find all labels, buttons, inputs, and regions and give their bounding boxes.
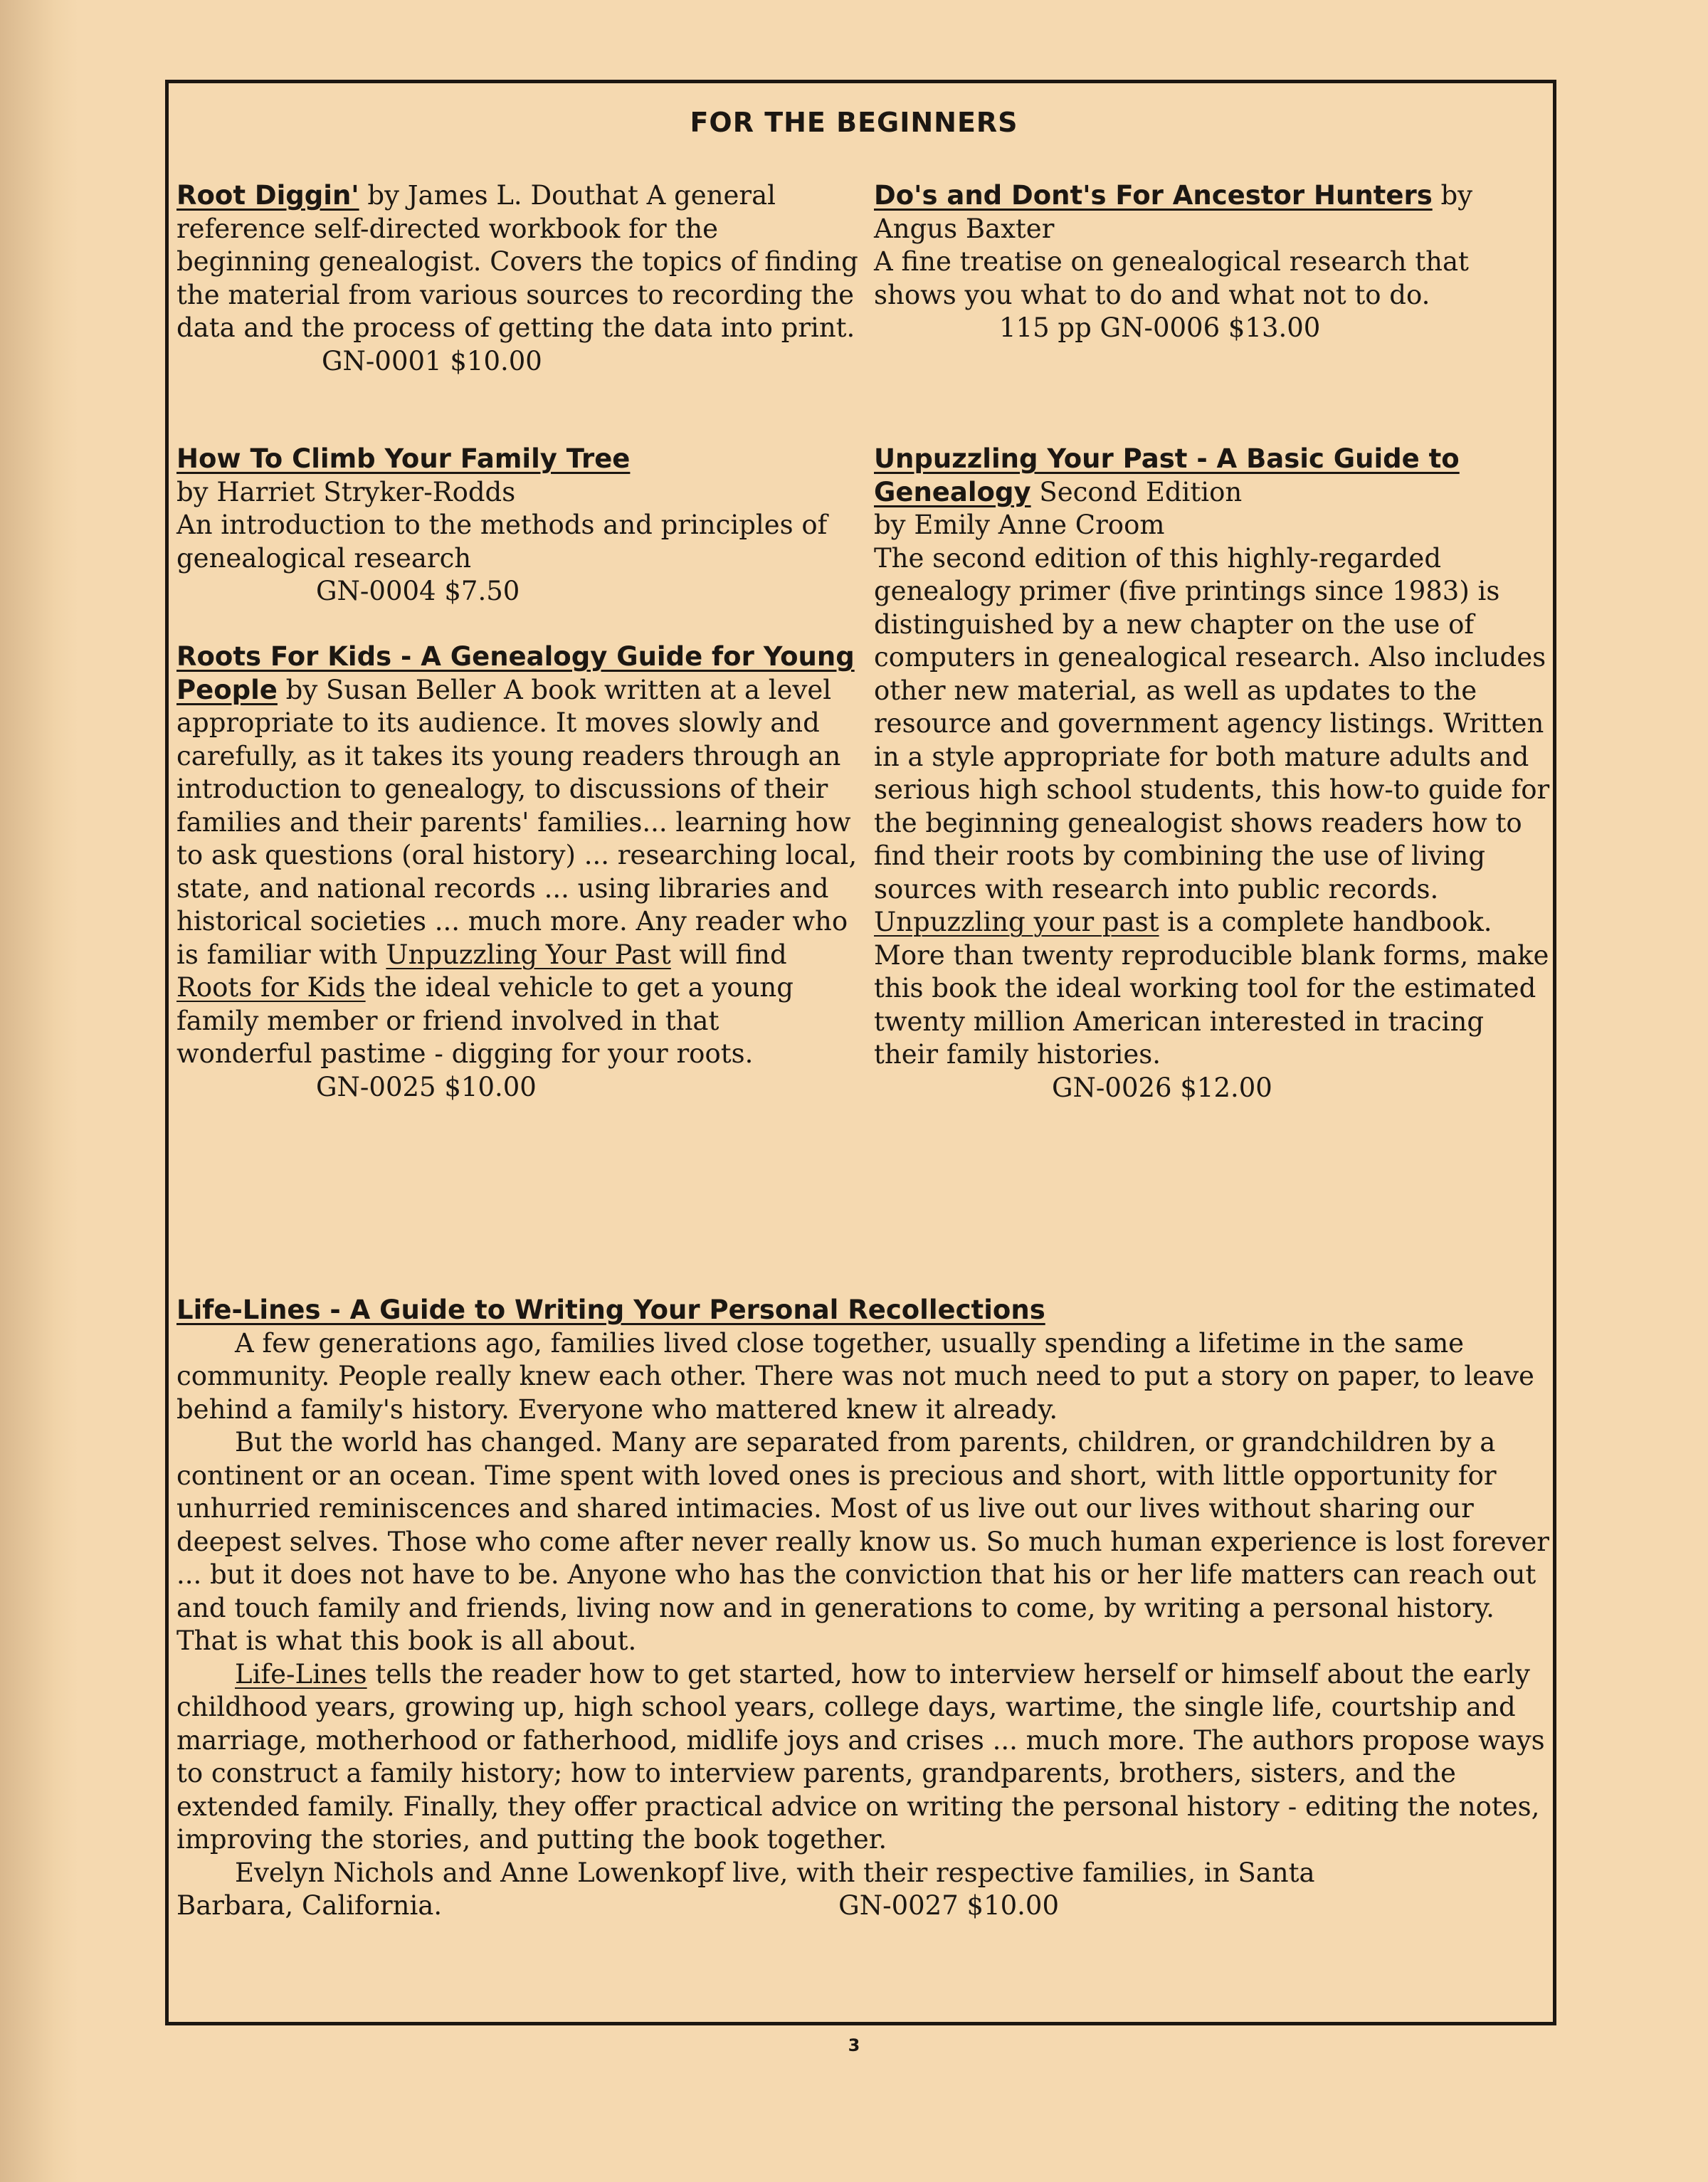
book-description: will find bbox=[679, 939, 787, 970]
book-title: Life-Lines - A Guide to Writing Your Personal Recollections bbox=[176, 1295, 1045, 1325]
page-title: FOR THE BEGINNERS bbox=[690, 107, 1018, 138]
book-reference: Roots for Kids bbox=[176, 972, 366, 1003]
paragraph bbox=[176, 1658, 1550, 1857]
book-byline: by Harriet Stryker-Rodds bbox=[176, 476, 516, 507]
paragraph: A few generations ago, families lived close together, usually spending a lifetime in the same community. People really knew each other. There was not much need to put a story on paper, to leave behind a family's history. Everyone who mattered knew it already. bbox=[176, 1327, 1534, 1425]
paragraph: But the world has changed. Many are separated from parents, children, or grandchildren by a continent or an ocean. Time spent with loved ones is precious and short, with little opportunity for unhurried reminiscences and shared intimacies. Most of us live out our lives without sharing our deepest selves. Those who come after never really know us. So much human experience is lost forever ... but it does not have to be. Anyone who has the conviction that his or her life matters can reach out and touch family and friends, living now and in generations to come, by writing a personal history. That is what this book is all about. bbox=[176, 1427, 1549, 1656]
book-reference: Unpuzzling your past bbox=[874, 907, 1159, 937]
book-reference: Unpuzzling Your Past bbox=[386, 939, 671, 970]
book-entry-ancestor-hunters bbox=[874, 179, 1550, 345]
book-description: the ideal vehicle to get a young family member or friend involved in that wonderful pastime - digging for your roots. bbox=[176, 972, 794, 1069]
paragraph-end: Barbara, California. bbox=[176, 1890, 443, 1921]
book-entry-life-lines bbox=[176, 1294, 1550, 1923]
book-price: 115 pp GN-0006 $13.00 bbox=[999, 312, 1321, 343]
book-price: GN-0001 $10.00 bbox=[322, 345, 542, 376]
book-entry-roots-for-kids bbox=[176, 641, 860, 1104]
book-title: Roots For Kids - A Genealogy Guide for Young People bbox=[176, 641, 855, 705]
book-description: The second edition of this highly-regarded genealogy primer (five printings since 1983) is distinguished by a new chapter on the use of computers in genealogical research. Also includes other new material, as well as updates to the resource and government agency listings. Written in a style appropriate for both mature adults and serious high school students, this how-to guide for the beginning genealogist shows readers how to find their roots by combining the use of living sources with research into public records. bbox=[874, 542, 1550, 905]
paragraph: Evelyn Nichols and Anne Lowenkopf live, with their respective families, in Santa bbox=[235, 1857, 1315, 1888]
book-byline: by bbox=[1440, 180, 1473, 211]
book-title: Root Diggin' bbox=[176, 180, 359, 211]
book-byline: by Susan Beller bbox=[285, 674, 496, 705]
book-byline: by Emily Anne Croom bbox=[874, 510, 1165, 540]
page-number: 3 bbox=[848, 2035, 860, 2055]
book-price: GN-0004 $7.50 bbox=[316, 576, 520, 606]
book-author: Angus Baxter bbox=[874, 213, 1055, 244]
closing-line bbox=[176, 1890, 1059, 1923]
book-entry-unpuzzling-your-past bbox=[874, 443, 1550, 1105]
book-reference: Life-Lines bbox=[235, 1658, 367, 1690]
book-byline: by James L. Douthat bbox=[367, 180, 638, 211]
book-description: is a complete handbook. More than twenty reproducible blank forms, make this book the ideal working tool for the estimated twenty million American interested in tracing their family histories. bbox=[874, 907, 1549, 1070]
paragraph-text: tells the reader how to get started, how to interview herself or himself about the early childhood years, growing up, high school years, college days, wartime, the single life, courtship and marriage, motherhood or fatherhood, midlife joys and crises ... much more. The authors propose ways to construct a family history; how to interview parents, grandparents, brothers, sisters, and the extended family. Finally, they offer practical advice on writing the personal history - editing the notes, improving the stories, and putting the book together. bbox=[176, 1658, 1545, 1855]
page-binding-shadow bbox=[0, 0, 78, 2182]
book-description: A book written at a level appropriate to its audience. It moves slowly and carefully, as it takes its young readers through an introduction to genealogy, to discussions of their families and their parents' families... learning how to ask questions (oral history) ... researching local, state, and national records ... using libraries and historical societies ... much more. Any reader who is familiar with bbox=[176, 674, 858, 970]
book-edition: Second Edition bbox=[1039, 476, 1243, 507]
book-description: A general reference self-directed workbook for the beginning genealogist. Covers the topics of finding the material from various sources to recording the data and the process of getting the data into print. bbox=[176, 180, 858, 343]
book-entry-root-diggin bbox=[176, 179, 860, 378]
book-title: Do's and Dont's For Ancestor Hunters bbox=[874, 180, 1433, 211]
book-entry-climb-family-tree bbox=[176, 443, 860, 608]
book-price: GN-0026 $12.00 bbox=[1052, 1072, 1272, 1103]
book-price: GN-0027 $10.00 bbox=[838, 1890, 1059, 1921]
book-price: GN-0025 $10.00 bbox=[316, 1071, 537, 1102]
book-title: How To Climb Your Family Tree bbox=[176, 443, 631, 474]
book-title: Unpuzzling Your Past - A Basic Guide to Genealogy bbox=[874, 443, 1460, 507]
book-description: An introduction to the methods and principles of genealogical research bbox=[176, 510, 828, 574]
book-description: A fine treatise on genealogical research that shows you what to do and what not to do. bbox=[874, 246, 1469, 310]
